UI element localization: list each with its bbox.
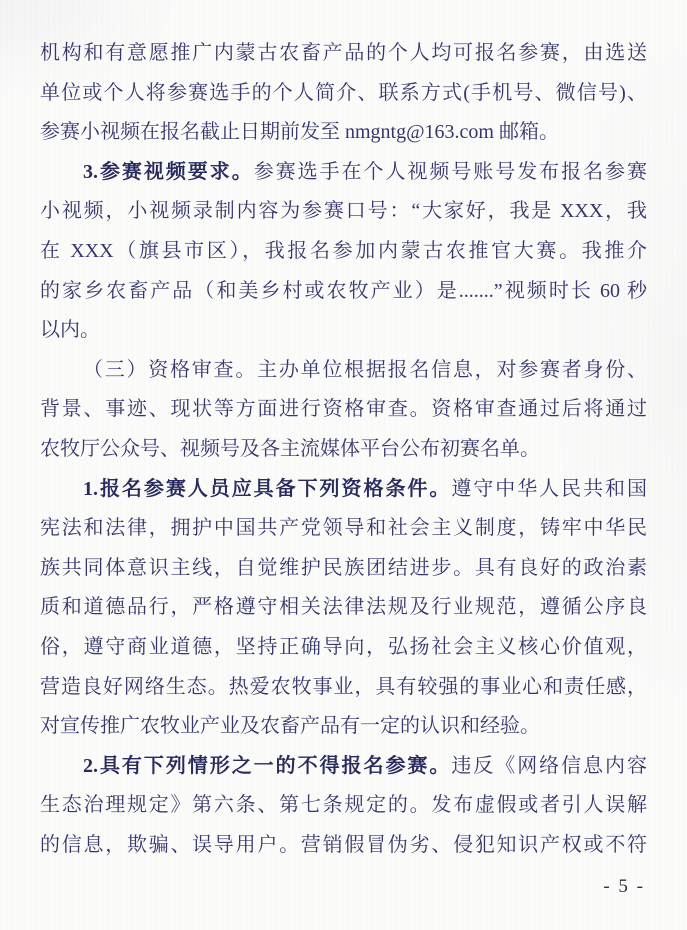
line-text: 违反《网络信息内容 [451,754,647,777]
text-line [40,826,647,866]
line-text: 背景、事迹、现状等方面进行资格审查。资格审查通过后将通过 [40,398,647,421]
text-line [40,153,647,193]
text-line [40,509,647,549]
line-text: 农牧厅公众号、视频号及各主流媒体平台公布初赛名单。 [40,437,540,460]
text-line [40,707,647,747]
line-text: 生态治理规定》第六条、第七条规定的。发布虚假或者引人误解 [40,794,647,817]
page-number: - 5 - [603,876,645,897]
line-text: 的信息，欺骗、误导用户。营销假冒伪劣、侵犯知识产权或不符 [40,833,647,856]
document-body [40,34,647,865]
text-line [40,351,647,391]
heading-text: 2.具有下列情形之一的不得报名参赛。 [83,754,452,777]
text-line [40,470,647,510]
text-line [40,747,647,787]
line-text: 族共同体意识主线，自觉维护民族团结进步。具有良好的政治素 [40,556,647,579]
text-line [40,588,647,628]
line-text: 宪法和法律，拥护中国共产党领导和社会主义制度，铸牢中华民 [40,517,647,540]
line-text: 参赛小视频在报名截止日期前发至 nmgntg@163.com 邮箱。 [40,121,559,144]
line-text: 在 XXX（旗县市区），我报名参加内蒙古农推官大赛。我推介 [40,239,647,262]
line-text: 以内。 [40,319,100,342]
text-line [40,311,647,351]
text-line [40,786,647,826]
line-text: 对宣传推广农牧业产业及农畜产品有一定的认识和经验。 [40,715,540,738]
line-text: 小视频，小视频录制内容为参赛口号：“大家好，我是 XXX，我 [40,200,647,223]
line-text: （三）资格审查。主办单位根据报名信息，对参赛者身份、 [83,358,647,381]
text-line [40,549,647,589]
line-text: 质和道德品行，严格遵守相关法律法规及行业规范，遵循公序良 [40,596,647,619]
line-text: 参赛选手在个人视频号账号发布报名参赛 [253,160,647,183]
page-footer [603,876,645,898]
heading-text: 1.报名参赛人员应具备下列资格条件。 [83,477,452,500]
text-line [40,272,647,312]
text-line [40,232,647,272]
line-text: 的家乡农畜产品（和美乡村或农牧产业）是.......”视频时长 60 秒 [40,279,647,302]
text-line [40,430,647,470]
text-line [40,34,647,74]
line-text: 单位或个人将参赛选手的个人简介、联系方式(手机号、微信号)、 [40,81,647,104]
text-line [40,628,647,668]
line-text: 营造良好网络生态。热爱农牧事业，具有较强的事业心和责任感， [40,675,647,698]
text-line [40,113,647,153]
line-text: 遵守中华人民共和国 [451,477,647,500]
heading-text: 3.参赛视频要求。 [83,160,254,183]
line-text: 俗，遵守商业道德，坚持正确导向，弘扬社会主义核心价值观， [40,635,647,658]
line-text: 机构和有意愿推广内蒙古农畜产品的个人均可报名参赛，由选送 [40,42,647,64]
text-line [40,192,647,232]
text-line [40,668,647,708]
text-line [40,74,647,114]
text-line [40,390,647,430]
